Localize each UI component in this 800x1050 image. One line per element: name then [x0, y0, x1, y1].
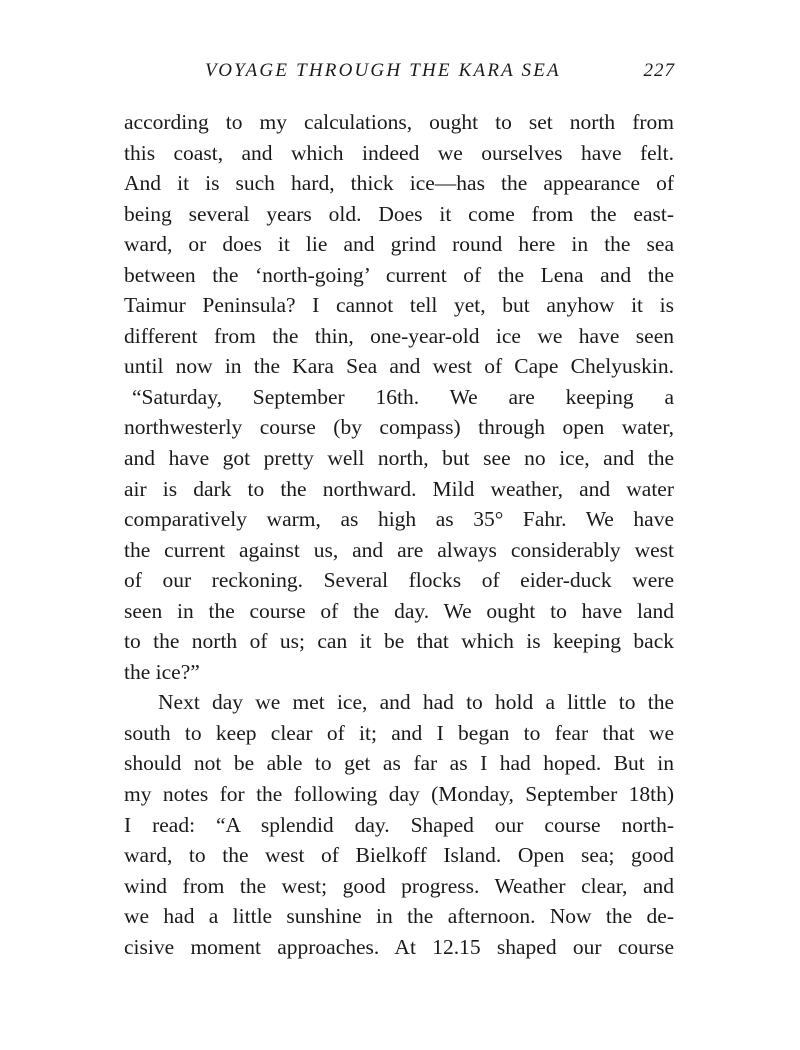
- text-line: this coast, and which indeed we ourselves have felt.: [124, 140, 674, 165]
- text-line: we had a little sunshine in the afternoon. Now the de-: [124, 904, 674, 929]
- text-line: wind from the west; good progress. Weather clear, and: [124, 873, 674, 898]
- text-line: And it is such hard, thick ice—has the appearance of: [124, 171, 674, 196]
- text-line: should not be able to get as far as I had hoped. But in: [124, 751, 674, 776]
- text-line: “Saturday, September 16th. We are keeping a: [132, 384, 674, 409]
- text-line: the ice?”: [124, 659, 200, 684]
- running-title: VOYAGE THROUGH THE KARA SEA: [205, 60, 561, 81]
- body-text: [124, 107, 674, 962]
- page-number: 227: [643, 60, 675, 81]
- text-line: seen in the course of the day. We ought to have land: [124, 598, 674, 623]
- text-line: comparatively warm, as high as 35° Fahr. We have: [124, 507, 674, 532]
- text-line: my notes for the following day (Monday, September 18th): [124, 782, 674, 807]
- text-line: south to keep clear of it; and I began to fear that we: [124, 720, 674, 745]
- text-line: northwesterly course (by compass) through open water,: [124, 415, 674, 440]
- text-line: I read: “A splendid day. Shaped our course north-: [124, 812, 674, 837]
- text-line: cisive moment approaches. At 12.15 shaped our course: [124, 934, 674, 959]
- text-line: between the ‘north-going’ current of the Lena and the: [124, 262, 674, 287]
- text-line: ward, or does it lie and grind round here in the sea: [124, 232, 674, 257]
- text-line: of our reckoning. Several flocks of eider-duck were: [124, 568, 674, 593]
- text-line: until now in the Kara Sea and west of Cape Chelyuskin.: [124, 354, 674, 379]
- running-head: [150, 60, 675, 86]
- text-line: according to my calculations, ought to set north from: [124, 110, 674, 134]
- text-line: different from the thin, one-year-old ice we have seen: [124, 323, 674, 348]
- text-line: being several years old. Does it come from the east-: [124, 201, 674, 226]
- text-line: ward, to the west of Bielkoff Island. Open sea; good: [124, 843, 674, 868]
- text-line: to the north of us; can it be that which is keeping back: [124, 629, 674, 654]
- text-line: the current against us, and are always considerably west: [124, 537, 674, 562]
- text-line: Next day we met ice, and had to hold a little to the: [158, 690, 674, 715]
- text-line: air is dark to the northward. Mild weather, and water: [124, 476, 674, 501]
- text-line: and have got pretty well north, but see no ice, and the: [124, 446, 674, 471]
- text-line: Taimur Peninsula? I cannot tell yet, but anyhow it is: [124, 293, 674, 318]
